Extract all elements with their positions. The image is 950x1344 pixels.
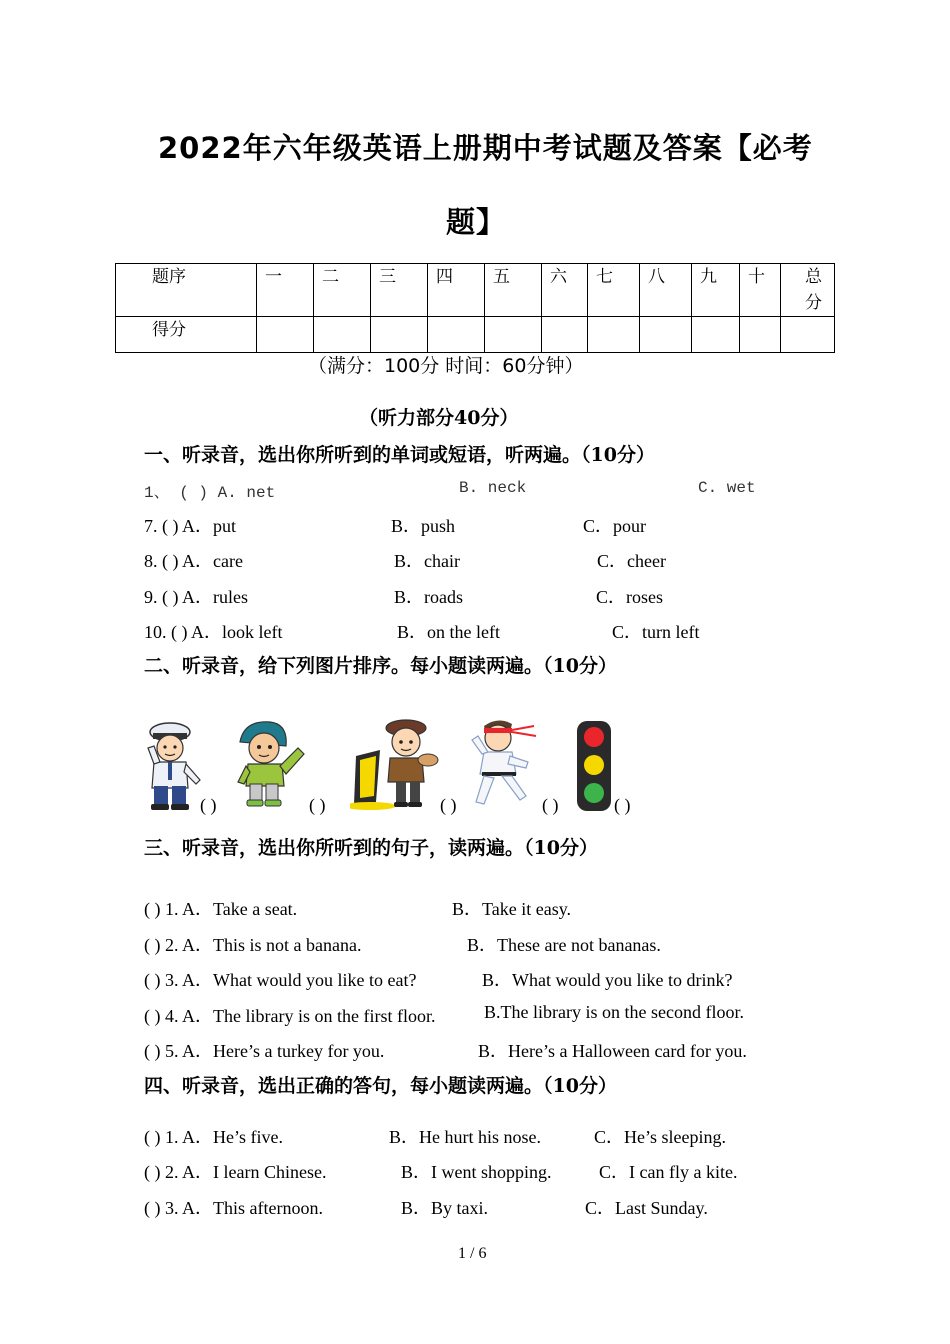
- score-table-header-cell: 四: [428, 264, 485, 317]
- answer-blank[interactable]: ( ): [440, 795, 457, 815]
- score-cell[interactable]: [640, 317, 692, 353]
- answer-option-a: ( ) 2. A．I learn Chinese.: [144, 1162, 327, 1182]
- option-c: C．pour: [583, 516, 646, 536]
- score-table-header-cell: 五: [485, 264, 542, 317]
- score-table: [115, 263, 835, 353]
- option-b: B．push: [391, 516, 456, 536]
- answer-option-c: C．He’s sleeping.: [594, 1127, 726, 1147]
- traffic-light-picture: [576, 720, 612, 812]
- section1-heading: 一、听录音，选出你所听到的单词或短语，听两遍。（10分）: [144, 444, 655, 466]
- score-table-header-cell: 八: [640, 264, 692, 317]
- answer-option-b: B．By taxi.: [401, 1198, 489, 1218]
- sentence-option-b: B．These are not bananas.: [467, 935, 661, 955]
- score-cell[interactable]: [740, 317, 781, 353]
- answer-option-b: B．He hurt his nose.: [389, 1127, 541, 1147]
- score-table-header-cell: 题序: [116, 264, 257, 317]
- answer-option-a: ( ) 3. A．This afternoon.: [144, 1198, 323, 1218]
- score-cell[interactable]: [485, 317, 542, 353]
- answer-option-c: C．Last Sunday.: [585, 1198, 708, 1218]
- sentence-option-b: B．Take it easy.: [452, 899, 572, 919]
- score-cell[interactable]: [692, 317, 740, 353]
- option-c: C．cheer: [597, 551, 666, 571]
- answer-blank[interactable]: ( ): [614, 795, 631, 815]
- police-officer-picture: [140, 718, 206, 812]
- score-table-header-cell: 二: [314, 264, 371, 317]
- question-number: 10. ( ) A．look left: [144, 622, 283, 642]
- score-table-header-cell: 六: [542, 264, 588, 317]
- painter-boy-picture: [350, 716, 440, 812]
- sentence-option-b: B.The library is on the second floor.: [484, 1002, 744, 1022]
- answer-option-a: ( ) 1. A．He’s five.: [144, 1127, 283, 1147]
- score-table-header-cell: 三: [371, 264, 428, 317]
- page-number: 1 / 6: [458, 1245, 487, 1262]
- option-b: B．on the left: [397, 622, 500, 642]
- score-cell[interactable]: [371, 317, 428, 353]
- score-table-header-cell: 一: [257, 264, 314, 317]
- score-table-row-label: 得分: [116, 317, 257, 353]
- score-table-header-cell: 总分: [781, 264, 835, 317]
- score-cell[interactable]: [542, 317, 588, 353]
- answer-option-c: C．I can fly a kite.: [599, 1162, 738, 1182]
- exam-info: （满分：100分 时间：60分钟）: [308, 355, 584, 377]
- answer-blank[interactable]: ( ): [200, 795, 217, 815]
- option-c: C．roses: [596, 587, 663, 607]
- sentence-option-a: ( ) 4. A．The library is on the first floor.: [144, 1006, 436, 1026]
- sentence-option-b: B．Here’s a Halloween card for you.: [478, 1041, 747, 1061]
- option-b: B. neck: [459, 479, 527, 497]
- section2-heading: 二、听录音，给下列图片排序。每小题读两遍。（10分）: [144, 655, 617, 677]
- sentence-option-a: ( ) 1. A．Take a seat.: [144, 899, 298, 919]
- question-number: 9. ( ) A．rules: [144, 587, 248, 607]
- sentence-option-a: ( ) 3. A．What would you like to eat?: [144, 970, 417, 990]
- answer-option-b: B．I went shopping.: [401, 1162, 552, 1182]
- sentence-option-a: ( ) 2. A．This is not a banana.: [144, 935, 362, 955]
- option-b: B．roads: [394, 587, 463, 607]
- option-c: C. wet: [698, 479, 756, 497]
- score-table-header-cell: 十: [740, 264, 781, 317]
- score-cell[interactable]: [588, 317, 640, 353]
- answer-blank[interactable]: ( ): [542, 795, 559, 815]
- question-number: 7. ( ) A．put: [144, 516, 236, 536]
- answer-blank[interactable]: ( ): [309, 795, 326, 815]
- score-cell[interactable]: [257, 317, 314, 353]
- score-cell[interactable]: [428, 317, 485, 353]
- page-title-line2: 题】: [446, 205, 507, 239]
- score-table-score-row: [116, 317, 835, 353]
- score-table-header-cell: 七: [588, 264, 640, 317]
- score-table-header-cell: 九: [692, 264, 740, 317]
- listening-section-title: （听力部分40分）: [359, 407, 519, 429]
- score-cell[interactable]: [781, 317, 835, 353]
- question-number: 8. ( ) A．care: [144, 551, 243, 571]
- sentence-option-a: ( ) 5. A．Here’s a turkey for you.: [144, 1041, 385, 1061]
- page-title-line1: 2022年六年级英语上册期中考试题及答案【必考: [158, 131, 813, 165]
- sentence-option-b: B．What would you like to drink?: [482, 970, 733, 990]
- section3-heading: 三、听录音，选出你所听到的句子，读两遍。（10分）: [144, 837, 598, 859]
- score-cell[interactable]: [314, 317, 371, 353]
- option-c: C．turn left: [612, 622, 700, 642]
- option-b: B．chair: [394, 551, 460, 571]
- score-table-header-row: [116, 264, 835, 317]
- karate-boy-picture: [470, 716, 540, 812]
- boy-scarf-picture: [232, 718, 308, 812]
- section4-heading: 四、听录音，选出正确的答句，每小题读两遍。（10分）: [144, 1075, 617, 1097]
- question-number: 1、 ( ) A. net: [144, 484, 276, 502]
